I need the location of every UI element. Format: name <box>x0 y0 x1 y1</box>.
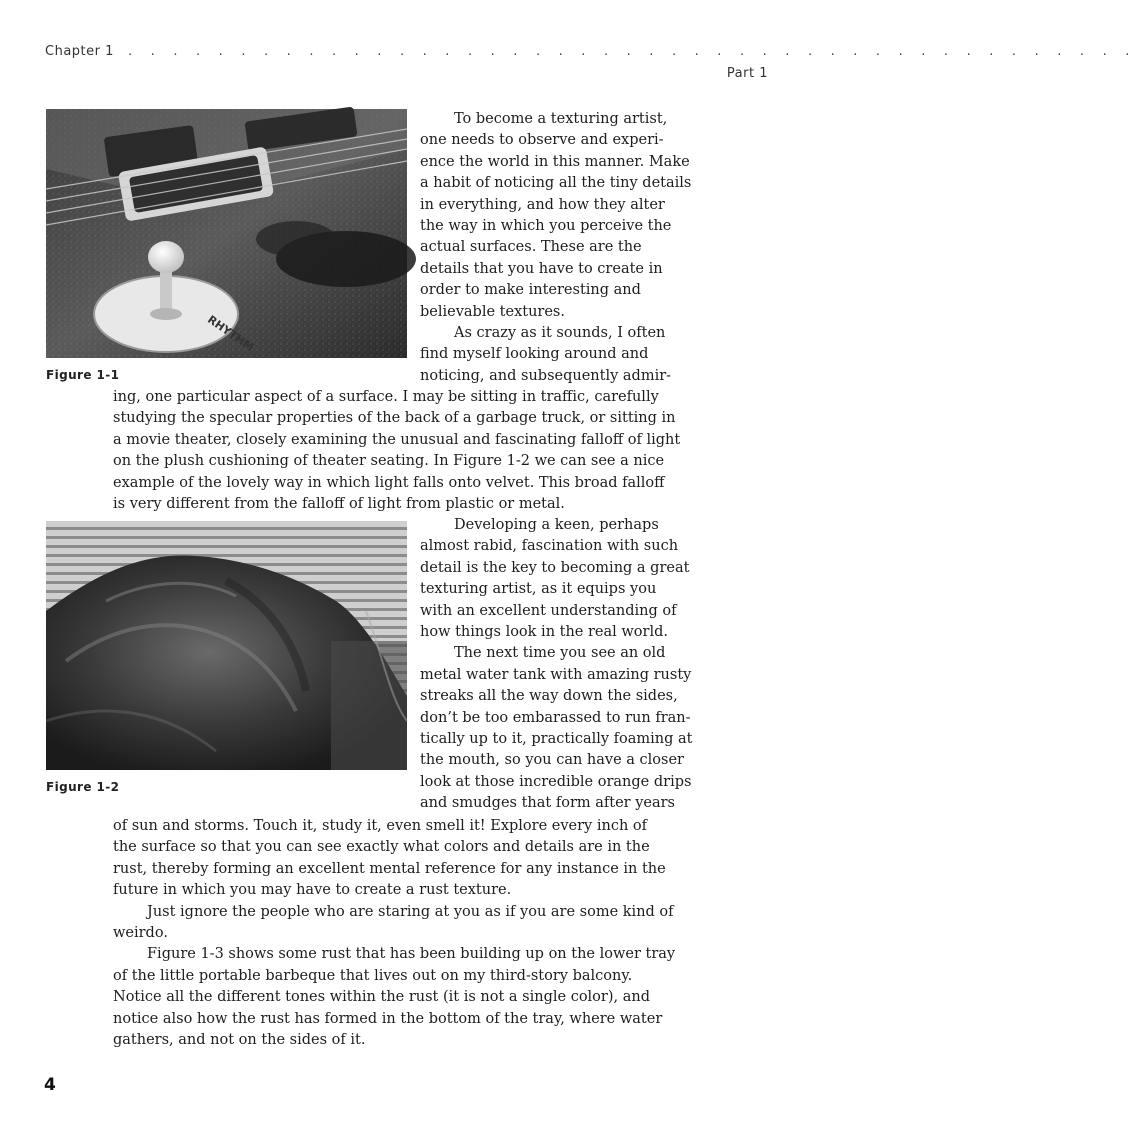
text-line: tically up to it, practically foaming at <box>420 731 693 748</box>
text-line: Notice all the different tones within the rust (it is not a single color), and <box>113 989 650 1006</box>
text-line: don’t be too embarassed to run fran- <box>420 709 691 726</box>
text-line: notice also how the rust has formed in the bottom of the tray, where water <box>113 1010 663 1027</box>
text-line: and smudges that form after years <box>420 795 675 812</box>
part-header: Part 1 <box>726 66 768 81</box>
text-line: a habit of noticing all the tiny details <box>420 175 692 192</box>
text-line: look at those incredible orange drips <box>420 773 692 790</box>
text-line: is very different from the falloff of light from plastic or metal. <box>113 496 565 513</box>
body-text-full <box>113 387 680 515</box>
text-line: gathers, and not on the sides of it. <box>113 1032 366 1049</box>
text-line: Figure 1-3 shows some rust that has been building up on the lower tray <box>147 946 676 963</box>
text-line: actual surfaces. These are the <box>420 239 642 256</box>
text-line: streaks all the way down the sides, <box>420 688 678 705</box>
text-line: noticing, and subsequently admir- <box>420 367 672 384</box>
text-line: believable textures. <box>420 303 565 320</box>
figure-caption: Figure 1-1 <box>46 368 120 382</box>
figure-guitar-photo <box>46 109 407 358</box>
figure-caption: Figure 1-2 <box>46 780 120 794</box>
text-line: order to make interesting and <box>420 282 641 299</box>
text-line: metal water tank with amazing rusty <box>420 666 692 683</box>
figure-velvet-photo <box>46 521 407 770</box>
chapter-header: Chapter 1 <box>45 44 114 59</box>
text-line: studying the specular properties of the back of a garbage truck, or sitting in <box>113 410 676 427</box>
text-line: find myself looking around and <box>420 346 649 363</box>
text-line: rust, thereby forming an excellent mental reference for any instance in the <box>113 860 666 877</box>
text-line: example of the lovely way in which light falls onto velvet. This broad falloff <box>113 474 665 491</box>
text-line: almost rabid, fascination with such <box>420 538 679 555</box>
text-line: Just ignore the people who are staring at you as if you are some kind of <box>147 903 674 920</box>
text-line: Developing a keen, perhaps <box>454 517 659 533</box>
text-line: how things look in the real world. <box>420 624 669 641</box>
text-line: details that you have to create in <box>420 260 663 277</box>
text-line: texturing artist, as it equips you <box>420 581 657 598</box>
text-line: one needs to observe and experi- <box>420 132 664 149</box>
body-text-column <box>420 109 691 387</box>
text-line: ence the world in this manner. Make <box>420 153 690 170</box>
body-text-full <box>113 816 675 1051</box>
text-line: the surface so that you can see exactly what colors and details are in the <box>113 839 650 856</box>
knob-label: RHYTHM <box>205 312 257 355</box>
text-line: The next time you see an old <box>454 645 666 662</box>
text-line: of sun and storms. Touch it, study it, even smell it! Explore every inch of <box>113 818 648 834</box>
text-line: of the little portable barbeque that lives out on my third-story balcony. <box>113 967 633 984</box>
text-line: future in which you may have to create a rust texture. <box>113 882 512 899</box>
text-line: with an excellent understanding of <box>420 602 677 619</box>
text-line: in everything, and how they alter <box>420 196 665 213</box>
text-line: the way in which you perceive the <box>420 218 672 235</box>
text-line: detail is the key to becoming a great <box>420 559 690 576</box>
text-line: the mouth, so you can have a closer <box>420 752 684 769</box>
body-text-column <box>420 515 693 815</box>
text-line: To become a texturing artist, <box>454 111 668 127</box>
text-line: weirdo. <box>113 925 168 942</box>
text-line: on the plush cushioning of theater seating. In Figure 1-2 we can see a nice <box>113 453 665 470</box>
text-line: a movie theater, closely examining the unusual and fascinating falloff of light <box>113 431 681 448</box>
text-line: As crazy as it sounds, I often <box>454 325 666 342</box>
text-line: ing, one particular aspect of a surface. I may be sitting in traffic, carefully <box>113 389 659 405</box>
page-number: 4 <box>44 1075 56 1095</box>
header-dot-leader: . . . . . . . . . . . . . . . . . . . . . . . . . . . . . . . . . . . . . . . . . . . . . <box>128 44 1137 59</box>
